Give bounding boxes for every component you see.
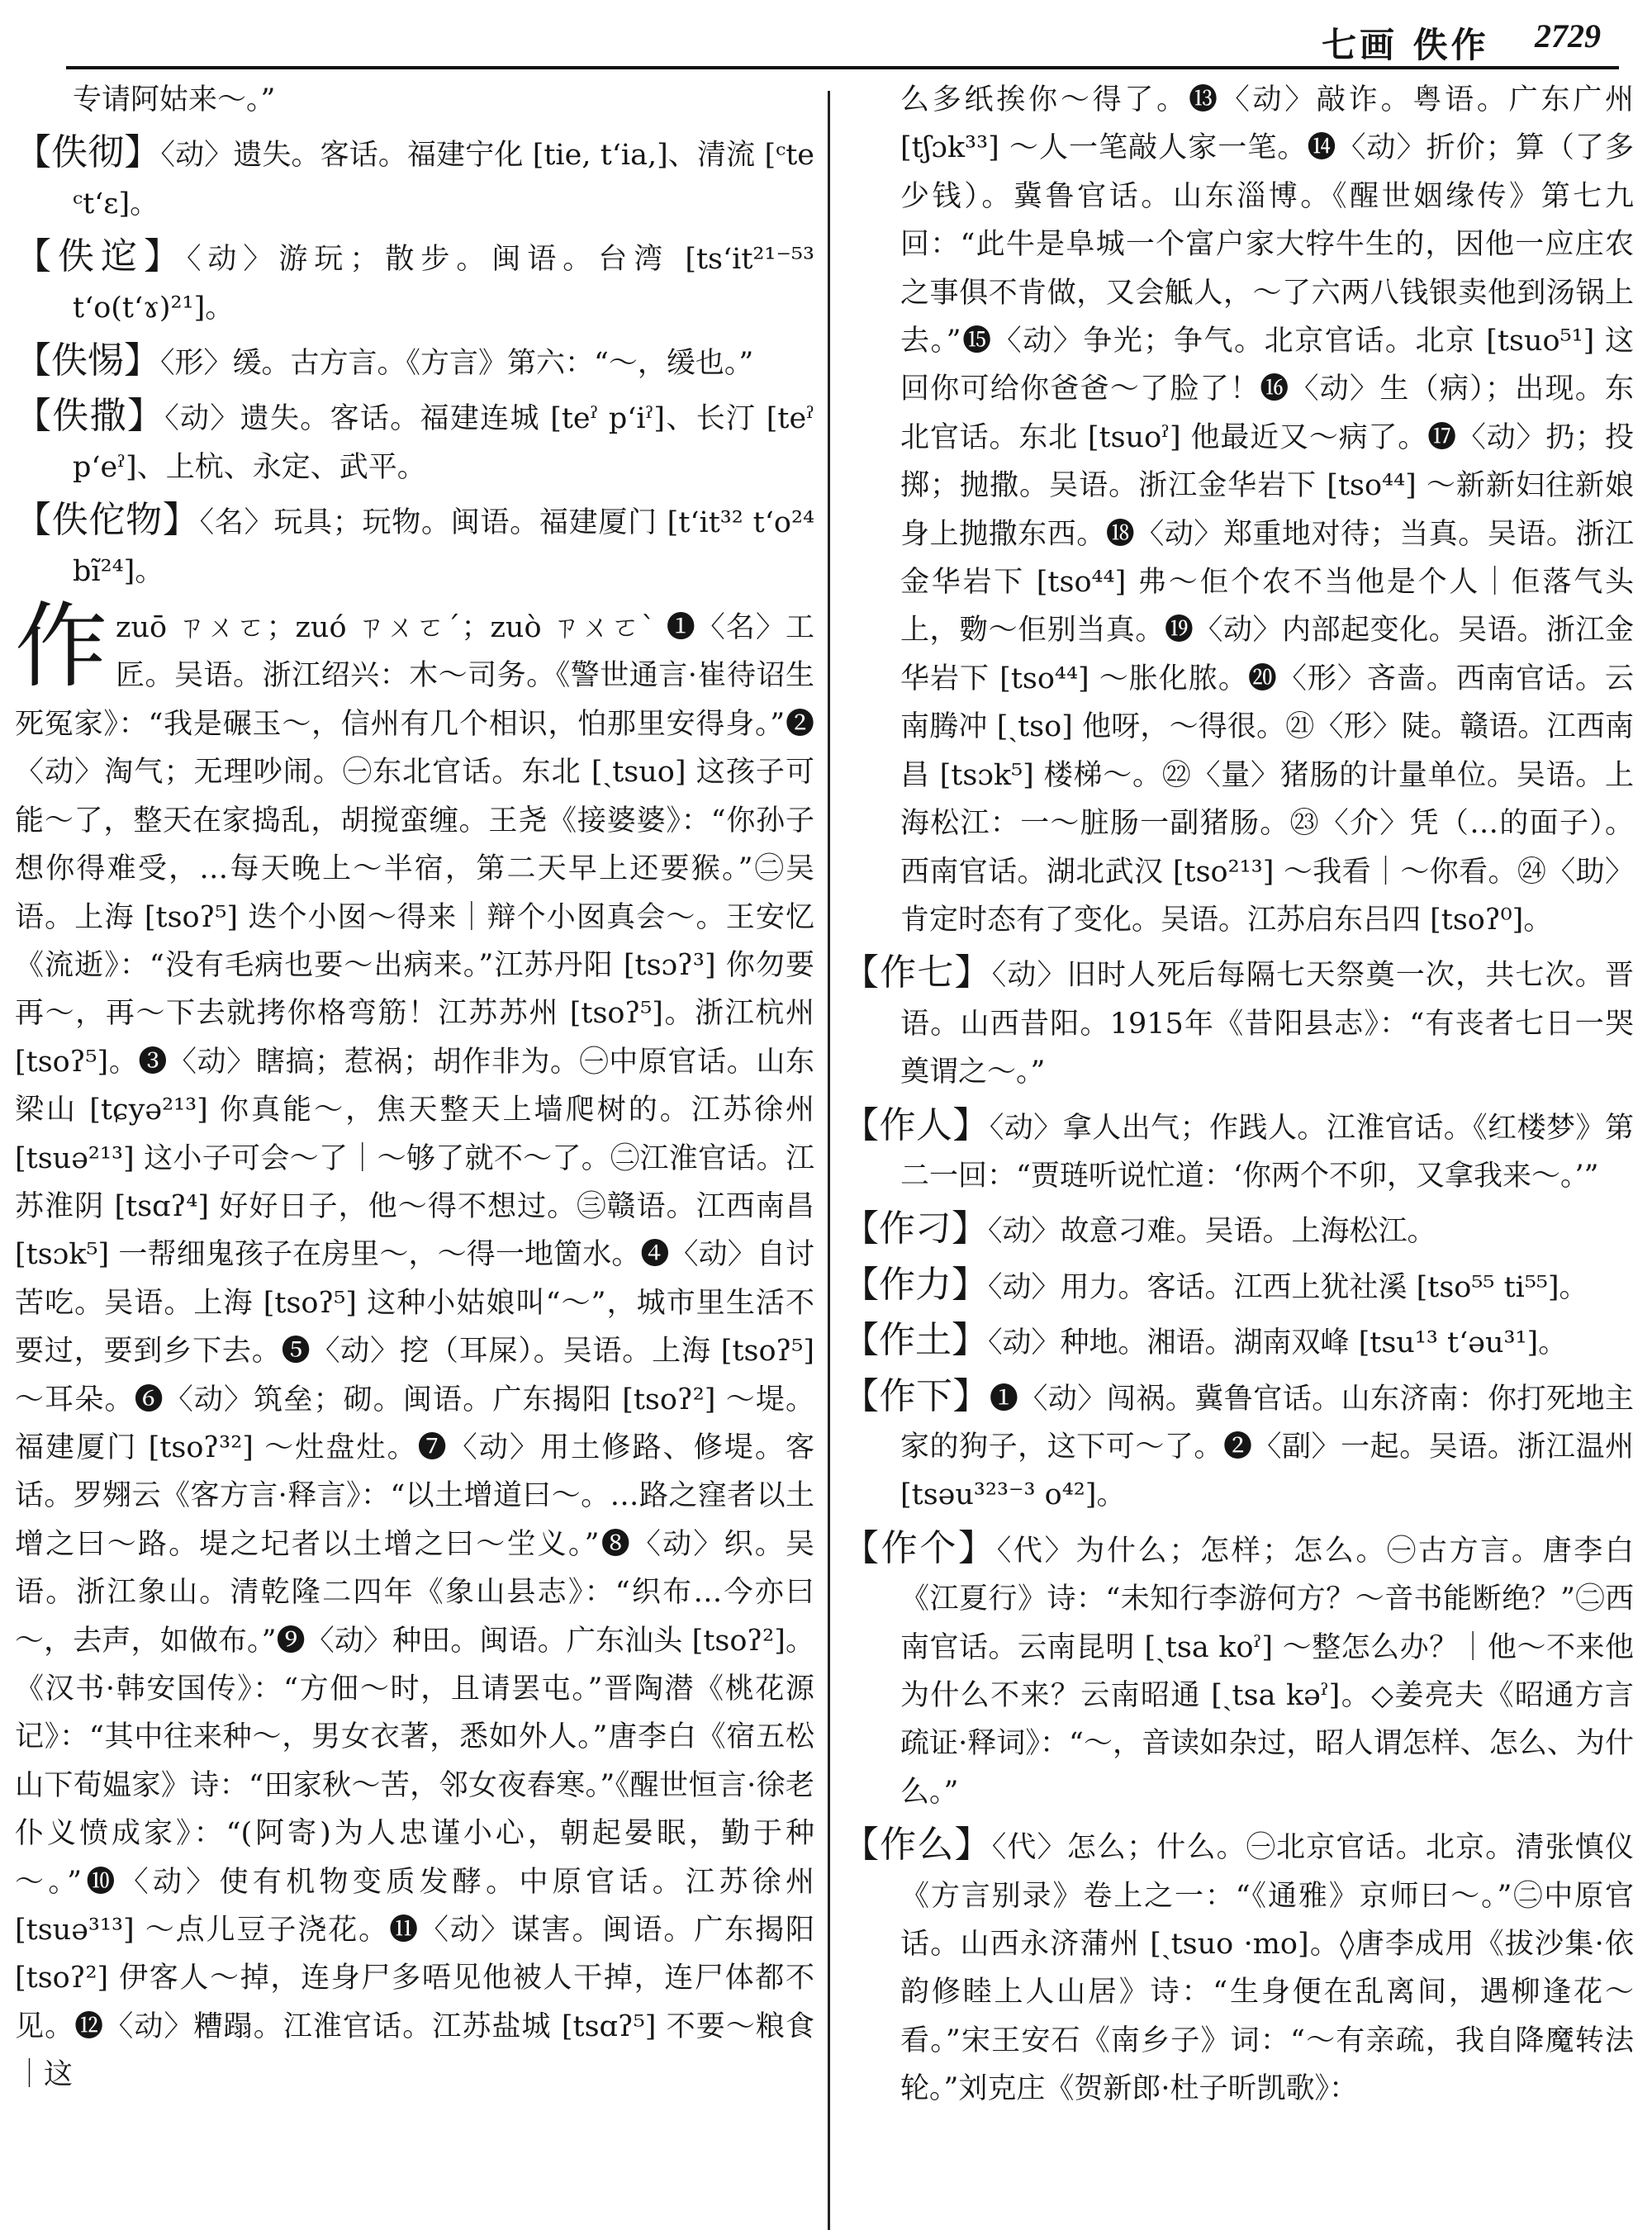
entry-text: 〈代〉怎么；什么。㊀北京官话。北京。清张慎仪《方言别录》卷上之一：“《通雅》京师曰～。”㊁中原官话。山西永济蒲州 [ˏtsuo ·mo]。◊唐李成用《拔沙集·依韵修睦上人山居》诗：“生身便在乱离间，遇柳逢花～看。”宋王安石《南乡子》词：“～有亲疏，我自降魔转法轮。”刘克庄《贺新郎·杜子昕凯歌》： (900, 1831, 1634, 2106)
entry-zuodiao (843, 1205, 1634, 1255)
entry-text: 〈动〉旧时人死后每隔七天祭奠一次，共七次。晋语。山西昔阳。1915年《昔阳县志》：“有丧者七日一哭奠谓之～。” (900, 959, 1634, 1089)
running-head: 七画 佚作 (1322, 25, 1489, 65)
entry-headword: 【作力】 (843, 1263, 988, 1306)
entry-yituo (15, 233, 814, 332)
entry-zuoqi (843, 949, 1634, 1096)
entry-text: 〈形〉缓。古方言。《方言》第六：“～，缓也。” (160, 347, 754, 381)
entry-headword: 【作个】 (843, 1526, 997, 1569)
entry-text: 么多纸挨你～得了。⓭〈动〉敲诈。粤语。广东广州 [tʃɔk³³] ～人一笔敲人家一笔。⓮〈动〉折价；算（了多少钱）。冀鲁官话。山东淄博。《醒世姻缘传》第七九回：“此牛是阜城一个富户家大牸牛生的，因他一应庄农之事俱不肯做，又会觝人，～了六两八钱银卖他到汤锅上去。”⓯〈动〉争光；争气。北京官话。北京 [tsuo⁵¹] 这回你可给你爸爸～了脸了！⓰〈动〉生（病）；出现。东北官话。东北 [tsuoˀ] 他最近又～病了。⓱〈动〉扔；投掷；抛撒。吴语。浙江金华岩下 [tso⁴⁴] ～新新妇往新娘身上抛撒东西。⓲〈动〉郑重地对待；当真。吴语。浙江金华岩下 [tso⁴⁴] 弗～佢个农不当他是个人｜佢落气头上，覅～佢别当真。⓳〈动〉内部起变化。吴语。浙江金华岩下 [tso⁴⁴] ～胀化脓。⓴〈形〉吝啬。西南官话。云南腾冲 [ˏtso] 他呀，～得很。㉑〈形〉陡。赣语。江西南昌 [tsɔk⁵] 楼梯～。㉒〈量〉猪肠的计量单位。吴语。上海松江：一～脏肠一副猪肠。㉓〈介〉凭（…的面子）。西南官话。湖北武汉 [tso²¹³] ～我看｜～你看。㉔〈助〉肯定时态有了变化。吴语。江苏启东吕四 [tsoʔ⁰]。 (900, 83, 1634, 937)
entry-text: 〈名〉玩具；玩物。闽语。福建厦门 [tʻit³² tʻo²⁴ bĩ²⁴]。 (73, 506, 814, 588)
entry-headword: 【作土】 (843, 1319, 988, 1362)
entry-text: 〈代〉为什么；怎样；怎么。㊀古方言。唐李白《江夏行》诗：“未知行李游何方？～音书能断绝？”㊁西南官话。云南昆明 [ˏtsa koˀ] ～整怎么办？｜他～不来他为什么不来？云南昭通 [ˏtsa kəˀ]。◇姜亮夫《昭通方言疏证·释词》：“～，音读如杂过，昭人谓怎样、怎么、为什么。” (900, 1534, 1634, 1809)
column-divider (828, 91, 830, 2230)
main-headword: 作 (15, 593, 107, 701)
entry-yidang (15, 337, 814, 387)
entry-headword: 【作人】 (843, 1103, 990, 1146)
entry-continuation (15, 76, 814, 124)
entry-yisa (15, 392, 814, 491)
entry-text: 〈动〉遗失。客话。福建连城 [teˀ pʻiˀ]、长汀 [teˀ pʻeˀ]、上杭、永定、武平。 (73, 402, 814, 484)
entry-text: 〈动〉故意刁难。吴语。上海松江。 (988, 1215, 1436, 1249)
entry-text: 〈动〉游玩；散步。闽语。台湾 [tsʻit²¹⁻⁵³ tʻo(tʻɤ)²¹]。 (73, 243, 814, 325)
entry-zuotu (843, 1317, 1634, 1367)
entry-zuo (15, 593, 814, 2100)
entry-zuoxia (843, 1373, 1634, 1520)
entry-headword: 【作下】 (843, 1374, 990, 1417)
entry-headword: 【佚彻】 (15, 131, 161, 174)
page-header (0, 0, 1652, 64)
entry-zuoli (843, 1261, 1634, 1312)
header-rule (66, 66, 1619, 69)
entry-yiche (15, 129, 814, 228)
entry-headword: 【佚撒】 (15, 395, 165, 438)
entry-zuoren (843, 1102, 1634, 1201)
entry-text: zuō ㄗㄨㄛ；zuó ㄗㄨㄛˊ；zuò ㄗㄨㄛˋ ❶〈名〉工匠。吴语。浙江绍兴：木～司务。《警世通言·崔待诏生死冤家》：“我是碾玉～，信州有几个相识，怕那里安得身。”❷〈动〉淘气；无理吵闹。㊀东北官话。东北 [ˏtsuo] 这孩子可能～了，整天在家捣乱，胡搅蛮缠。王尧《接婆婆》：“你孙子想你得难受，…每天晚上～半宿，第二天早上还要猴。”㊁吴语。上海 [tsoʔ⁵] 迭个小囡～得来｜辩个小囡真会～。王安忆《流逝》：“没有毛病也要～出病来。”江苏丹阳 [tsɔʔ³] 你勿要再～，再～下去就拷你格弯筋！江苏苏州 [tsoʔ⁵]。浙江杭州 [tsoʔ⁵]。❸〈动〉瞎搞；惹祸；胡作非为。㊀中原官话。山东梁山 [tɕyə²¹³] 你真能～，焦天整天上墙爬树的。江苏徐州 [tsuə²¹³] 这小子可会～了｜～够了就不～了。㊁江淮官话。江苏淮阴 [tsɑʔ⁴] 好好日子，他～得不想过。㊂赣语。江西南昌 [tsɔk⁵] 一帮细鬼孩子在房里～，～得一地箇水。❹〈动〉自讨苦吃。吴语。上海 [tsoʔ⁵] 这种小姑娘叫“～”，城市里生活不要过，要到乡下去。❺〈动〉挖（耳屎）。吴语。上海 [tsoʔ⁵] ～耳朵。❻〈动〉筑垒；砌。闽语。广东揭阳 [tsoʔ²] ～堤。福建厦门 [tsoʔ³²] ～灶盘灶。❼〈动〉用土修路、修堤。客话。罗翙云《客方言·释言》：“以土增道曰～。…路之窪者以土增之曰～路。堤之圮者以土增之曰～坣义。”❽〈动〉织。吴语。浙江象山。清乾隆二四年《象山县志》：“织布…今亦曰～，去声，如做布。”❾〈动〉种田。闽语。广东汕头 [tsoʔ²]。《汉书·韩安国传》：“方佃～时，且请罢屯。”晋陶潜《桃花源记》：“其中往来种～，男女衣著，悉如外人。”唐李白《宿五松山下荀媪家》诗：“田家秋～苦，邻女夜舂寒。”《醒世恒言·徐老仆义愤成家》：“(阿寄)为人忠谨小心，朝起晏眠，勤于种～。”❿〈动〉使有机物变质发酵。中原官话。江苏徐州 [tsuə³¹³] ～点儿豆子浇花。⓫〈动〉谋害。闽语。广东揭阳 [tsoʔ²] 伊客人～掉，连身尸多唔见他被人干掉，连尸体都不见。⓬〈动〉糟蹋。江淮官话。江苏盐城 [tsɑʔ⁵] 不要～粮食｜这 (15, 611, 814, 2092)
page-number: 2729 (1535, 17, 1601, 55)
entry-text: 〈动〉种地。湘语。湖南双峰 [tsu¹³ tʻəu³¹]。 (988, 1326, 1568, 1360)
entry-headword: 【作么】 (843, 1824, 992, 1867)
entry-text: 〈动〉用力。客话。江西上犹社溪 [tso⁵⁵ ti⁵⁵]。 (988, 1270, 1588, 1304)
entry-headword: 【作刁】 (843, 1208, 988, 1250)
entry-headword: 【作七】 (843, 951, 992, 994)
entry-zuome (843, 1821, 1634, 2113)
entry-text: 〈动〉遗失。客话。福建宁化 [tie, tʻia,]、清流 [ᶜte ᶜtʻɛ]。 (73, 139, 814, 221)
right-column (843, 76, 1634, 2223)
entry-text: 〈动〉拿人出气；作践人。江淮官话。《红楼梦》第二一回：“贾琏听说忙道：‘你两个不卯，又拿我来～。’” (900, 1111, 1634, 1193)
entry-continuation (843, 76, 1634, 944)
entry-headword: 【佚迱】 (15, 235, 187, 278)
entry-yituowu (15, 496, 814, 595)
entry-headword: 【佚惕】 (15, 339, 160, 382)
entry-text: ❶〈动〉闯祸。冀鲁官话。山东济南：你打死地主家的狗子，这下可～了。❷〈副〉一起。吴语。浙江温州 [tsəu³²³⁻³ o⁴²]。 (900, 1382, 1634, 1512)
entry-zuoge (843, 1525, 1634, 1816)
entry-text: 专请阿姑来～。” (73, 83, 276, 116)
entry-headword: 【佚佗物】 (15, 499, 200, 542)
left-column (15, 76, 814, 2223)
